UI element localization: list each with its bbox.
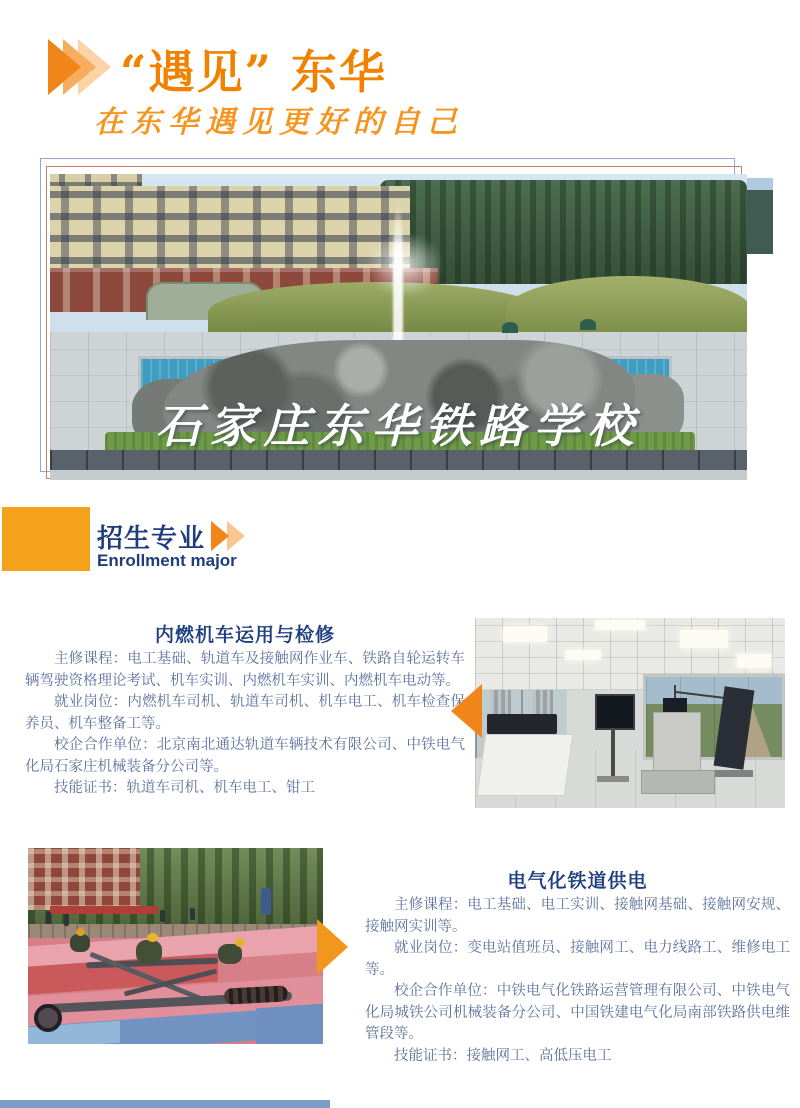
platform-shape	[641, 770, 715, 794]
ceiling-light-shape	[595, 620, 645, 630]
fountain-mist-shape	[366, 232, 444, 298]
bystander-shape	[64, 914, 69, 926]
simulator-room-photo	[475, 618, 785, 808]
section-paragraph: 技能证书：接触网工、高低压电工	[394, 1047, 612, 1064]
insulator-shape	[224, 985, 289, 1004]
section-paragraph: 技能证书：轨道车司机、机车电工、钳工	[54, 780, 315, 796]
supervisor-shape	[261, 888, 271, 915]
console-monitors-shape	[487, 714, 557, 734]
pavement-shape	[50, 470, 747, 480]
ceiling-light-shape	[737, 654, 771, 668]
helmet-shape	[147, 933, 158, 942]
section-paragraph: 主修课程：电工基础、轨道车及接触网作业车、铁路自轮运转车辆驾驶资格理论考试、机车实训、内燃机车实训、内燃机车电动等。	[25, 651, 465, 689]
pulley-wheel-shape	[34, 1004, 62, 1032]
page-title: “遇见” 东华	[120, 45, 387, 99]
bystander-shape	[160, 910, 165, 922]
catenary-training-photo	[28, 848, 323, 1044]
display-stand-base-shape	[715, 770, 753, 777]
red-building-shape	[28, 848, 140, 910]
mat-stripe-shape	[256, 1004, 323, 1044]
arrow-right-icon	[317, 919, 348, 975]
red-banner-shape	[50, 906, 158, 914]
photo-corner-accent	[747, 178, 773, 254]
monitor-base-shape	[597, 776, 629, 782]
worker-shape	[70, 934, 90, 952]
section-diesel-title: 内燃机车运用与检修	[154, 625, 335, 646]
section-power-text	[365, 895, 790, 1067]
section-diesel-text	[25, 649, 465, 800]
bottom-accent-bar	[0, 1100, 330, 1108]
ceiling-light-shape	[565, 650, 601, 660]
banner-title-en: Enrollment major	[97, 551, 237, 570]
monitor-pole-shape	[611, 728, 615, 778]
section-power-title: 电气化铁道供电	[507, 871, 648, 892]
banner-orange-block	[2, 507, 90, 571]
umbrella-shape	[580, 319, 596, 330]
section-paragraph: 校企合作单位：中铁电气化铁路运营管理有限公司、中铁电气化局城铁公司机械装备分公司、中国铁建电气化局南部铁路供电维管段等。	[365, 983, 790, 1042]
banner-chevron-icon	[211, 521, 229, 551]
section-paragraph: 校企合作单位：北京南北通达轨道车辆技术有限公司、中铁电气化局石家庄机械装备分公司等。	[25, 737, 465, 775]
helmet-shape	[76, 928, 85, 936]
console-desk-shape	[477, 734, 574, 796]
building-shape	[50, 186, 410, 272]
section-paragraph: 主修课程：电工基础、电工实训、接触网基础、接触网安规、接触网实训等。	[365, 897, 790, 935]
arrow-left-icon	[451, 684, 482, 738]
page-subtitle: 在东华遇见更好的自己	[94, 105, 464, 140]
section-paragraph: 就业岗位：内燃机车司机、轨道车司机、机车电工、机车检查保养员、机车整备工等。	[25, 694, 465, 732]
banner-title-cn: 招生专业	[97, 523, 206, 553]
ceiling-light-shape	[680, 630, 728, 648]
school-name-overlay: 石家庄东华铁路学校	[155, 399, 642, 453]
umbrella-shape	[502, 322, 518, 333]
banner-chevron-icon	[227, 521, 245, 551]
campus-photo	[50, 174, 747, 480]
bystander-shape	[190, 908, 195, 920]
worker-shape	[218, 944, 242, 964]
bystander-shape	[46, 912, 51, 924]
ceiling-light-shape	[503, 626, 547, 642]
section-paragraph: 就业岗位：变电站值班员、接触网工、电力线路工、维修电工等。	[365, 940, 790, 978]
header-chevron-icon	[48, 39, 81, 95]
worker-shape	[136, 940, 162, 964]
helmet-shape	[235, 938, 245, 947]
monitor-stand-shape	[595, 694, 635, 730]
